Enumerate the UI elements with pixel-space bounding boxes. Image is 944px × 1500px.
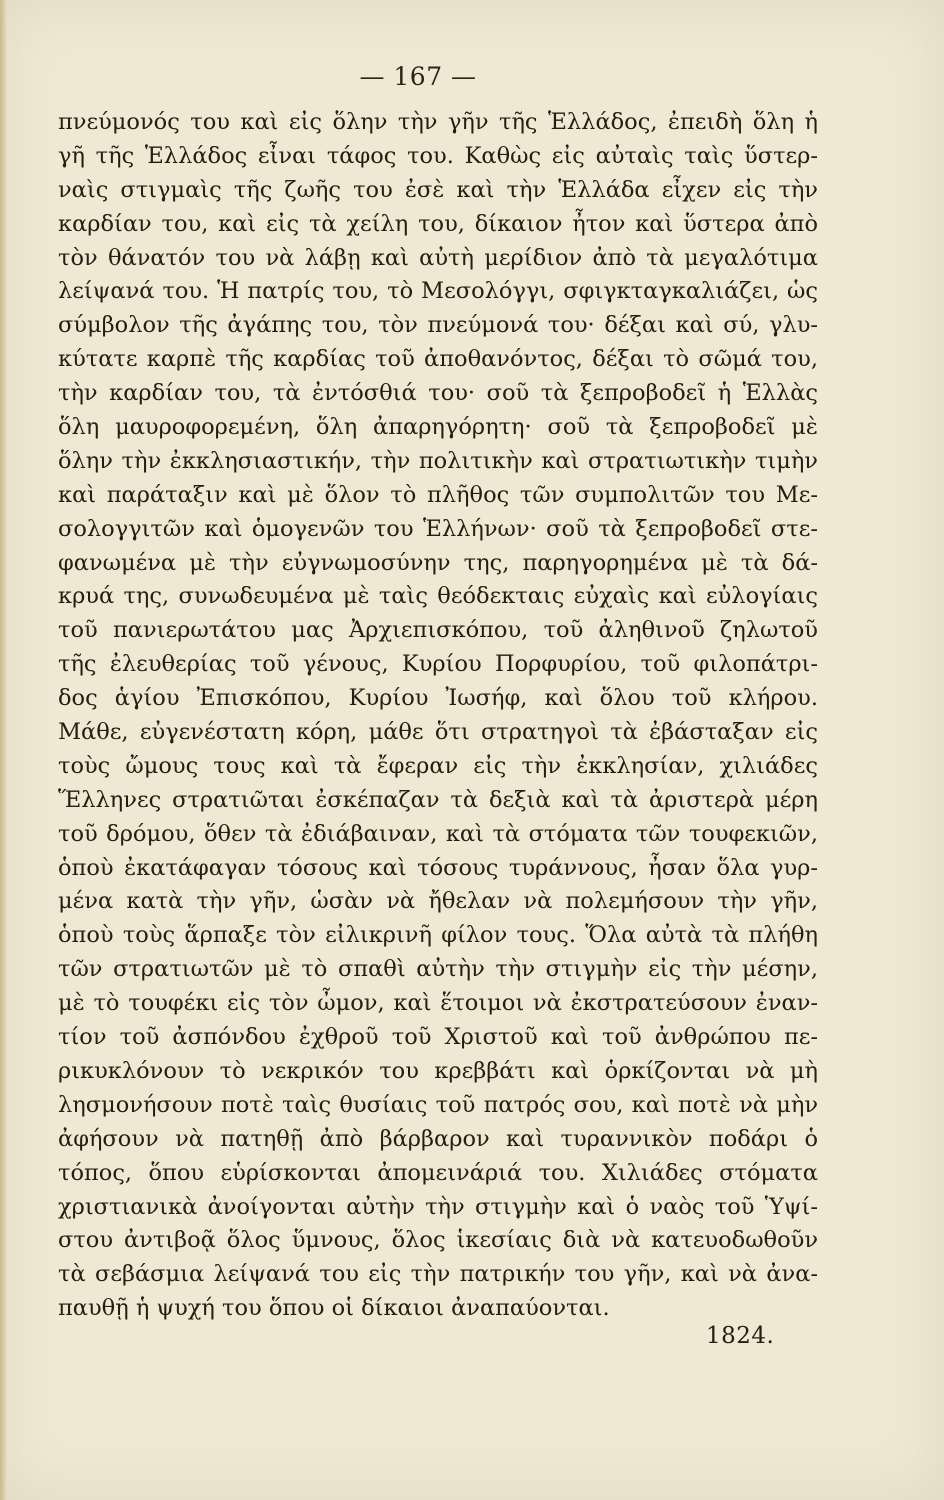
date-signature: 1824.: [706, 1323, 775, 1349]
page-binding-edge: [0, 0, 6, 1500]
text-line: ναὶς στιγμαὶς τῆς ζωῆς του ἐσὲ καὶ τὴν Ἑλλάδα εἶχεν εἰς τὴν: [58, 176, 818, 203]
text-line: λησμονήσουν ποτὲ ταὶς θυσίαις τοῦ πατρός σου, καὶ ποτὲ νὰ μὴν: [58, 1091, 818, 1118]
text-line: καὶ παράταξιν καὶ μὲ ὅλον τὸ πλῆθος τῶν συμπολιτῶν του Με-: [58, 481, 818, 508]
body-text: [58, 106, 818, 1326]
text-line: ρικυκλόνουν τὸ νεκρικόν του κρεββάτι καὶ ὁρκίζονται νὰ μὴ: [58, 1057, 818, 1084]
text-line: τὸν θάνατόν του νὰ λάβῃ καὶ αὐτὴ μερίδιον ἀπὸ τὰ μεγαλότιμα: [58, 244, 818, 271]
text-line: καρδίαν του, καὶ εἰς τὰ χείλη του, δίκαιον ἦτον καὶ ὕστερα ἀπὸ: [58, 210, 818, 237]
text-line: ὁποὺ ἐκατάφαγαν τόσους καὶ τόσους τυράννους, ἦσαν ὅλα γυρ-: [58, 854, 818, 881]
text-line: ὅλην τὴν ἐκκλησιαστικήν, τὴν πολιτικὴν καὶ στρατιωτικὴν τιμὴν: [58, 447, 818, 474]
text-line: μένα κατὰ τὴν γῆν, ὡσὰν νὰ ἤθελαν νὰ πολεμήσουν τὴν γῆν,: [58, 888, 818, 915]
text-line: γῆ τῆς Ἑλλάδος εἶναι τάφος του. Καθὼς εἰς αὐταὶς ταὶς ὕστερ-: [58, 142, 818, 169]
text-line: τόπος, ὅπου εὑρίσκονται ἀπομεινάριά του. Χιλιάδες στόματα: [58, 1159, 818, 1186]
text-line: σολογγιτῶν καὶ ὁμογενῶν του Ἑλλήνων· σοῦ τὰ ξεπροβοδεῖ στε-: [58, 515, 818, 542]
text-line: τῆς ἐλευθερίας τοῦ γένους, Κυρίου Πορφυρίου, τοῦ φιλοπάτρι-: [58, 651, 818, 678]
text-line: ἀφήσουν νὰ πατηθῇ ἀπὸ βάρβαρον καὶ τυραννικὸν ποδάρι ὁ: [58, 1125, 818, 1152]
text-line: λείψανά του. Ἡ πατρίς του, τὸ Μεσολόγγι, σφιγκταγκαλιάζει, ὡς: [58, 278, 818, 305]
text-line: σύμβολον τῆς ἀγάπης του, τὸν πνεύμονά του· δέξαι καὶ σύ, γλυ-: [58, 312, 818, 339]
text-line: τοὺς ὤμους τους καὶ τὰ ἔφεραν εἰς τὴν ἐκκλησίαν, χιλιάδες: [58, 752, 818, 779]
page-number: — 167 —: [359, 62, 477, 91]
text-line: δος ἁγίου Ἐπισκόπου, Κυρίου Ἰωσήφ, καὶ ὅλου τοῦ κλήρου.: [58, 685, 818, 712]
text-line: ὅλη μαυροφορεμένη, ὅλη ἀπαρηγόρητη· σοῦ τὰ ξεπροβοδεῖ μὲ: [58, 414, 818, 441]
text-line: μὲ τὸ τουφέκι εἰς τὸν ὦμον, καὶ ἕτοιμοι νὰ ἐκστρατεύσουν ἐναν-: [58, 990, 818, 1017]
text-line: πνεύμονός του καὶ εἰς ὅλην τὴν γῆν τῆς Ἑλλάδος, ἐπειδὴ ὅλη ἡ: [58, 109, 818, 135]
text-line: τοῦ δρόμου, ὅθεν τὰ ἐδιάβαιναν, καὶ τὰ στόματα τῶν τουφεκιῶν,: [58, 820, 818, 847]
text-line: τῶν στρατιωτῶν μὲ τὸ σπαθὶ αὐτὴν τὴν στιγμὴν εἰς τὴν μέσην,: [58, 956, 818, 983]
text-line: Μάθε, εὐγενέστατη κόρη, μάθε ὅτι στρατηγοὶ τὰ ἐβάσταξαν εἰς: [58, 719, 818, 746]
text-line: τίον τοῦ ἀσπόνδου ἐχθροῦ τοῦ Χριστοῦ καὶ τοῦ ἀνθρώπου πε-: [58, 1024, 818, 1051]
text-line: στου ἀντιβοᾷ ὅλος ὕμνους, ὅλος ἱκεσίαις διὰ νὰ κατευοδωθοῦν: [58, 1227, 818, 1254]
text-line: φανωμένα μὲ τὴν εὐγνωμοσύνην της, παρηγορημένα μὲ τὰ δά-: [58, 549, 818, 576]
text-line: ὁποὺ τοὺς ἅρπαξε τὸν εἰλικρινῆ φίλον τους. Ὅλα αὐτὰ τὰ πλήθη: [58, 922, 818, 949]
text-line: κύτατε καρπὲ τῆς καρδίας τοῦ ἀποθανόντος, δέξαι τὸ σῶμά του,: [58, 346, 818, 373]
text-line: κρυά της, συνωδευμένα μὲ ταὶς θεόδεκταις εὐχαὶς καὶ εὐλογίαις: [58, 583, 818, 610]
text-line: τὴν καρδίαν του, τὰ ἐντόσθιά του· σοῦ τὰ ξεπροβοδεῖ ἡ Ἑλλὰς: [58, 380, 818, 407]
text-line: Ἕλληνες στρατιῶται ἐσκέπαζαν τὰ δεξιὰ καὶ τὰ ἀριστερὰ μέρη: [58, 786, 818, 813]
text-line: παυθῇ ἡ ψυχή του ὅπου οἱ δίκαιοι ἀναπαύονται.: [58, 1295, 610, 1322]
text-line: χριστιανικὰ ἀνοίγονται αὐτὴν τὴν στιγμὴν καὶ ὁ ναὸς τοῦ Ὑψί-: [58, 1193, 818, 1220]
text-line: τὰ σεβάσμια λείψανά του εἰς τὴν πατρικήν του γῆν, καὶ νὰ ἀνα-: [58, 1261, 818, 1288]
text-line: τοῦ πανιερωτάτου μας Ἀρχιεπισκόπου, τοῦ ἀληθινοῦ ζηλωτοῦ: [58, 617, 818, 644]
